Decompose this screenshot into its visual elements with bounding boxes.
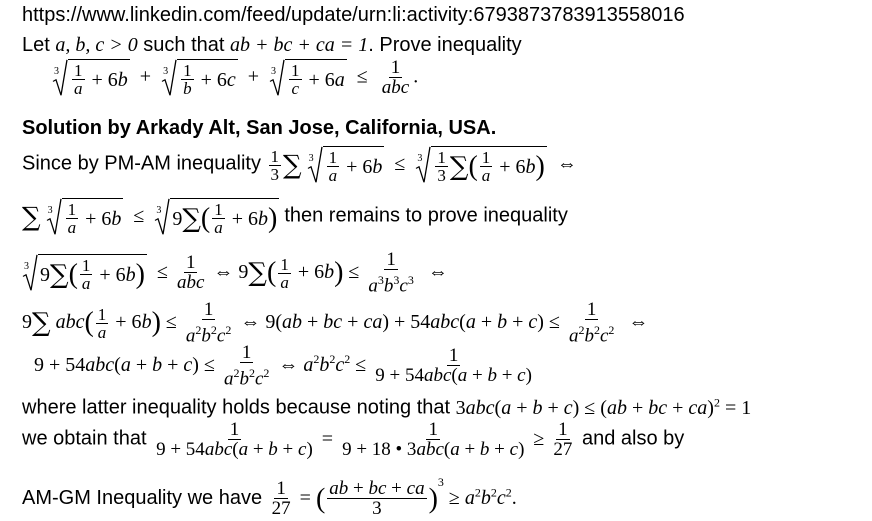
expanded-line: 9∑ abc( $\frac{1}{a}$ + 6b) ≤ $\frac{1}{a^2b^2c^2}$ ⇔ 9(ab + bc + ca) + 54abc(a + b + c) ≤ $\frac{1}{a^2b^2c^2}$ ⇔ [22, 299, 649, 347]
amgm-line: AM-GM Inequality we have $\frac{1}{27}$ = ( $\frac{ab + bc + ca}{3}$ )$^3 \ge a^2b^2c^2$. [22, 475, 517, 520]
solution-prefix: Solution by [22, 117, 136, 139]
sep: , [437, 117, 449, 139]
source-url[interactable]: https://www.linkedin.com/feed/update/urn:li:activity:6793873783913558016 [22, 4, 685, 26]
period: . [490, 117, 497, 139]
problem-condition: a, b, c > 0 [55, 34, 138, 56]
city: San Jose [246, 117, 334, 139]
problem-intro: Let [22, 34, 56, 56]
sep: , [333, 117, 346, 139]
cube-equivalence-line: 3 9 ∑ ( $\frac{1}{a}$ + 6 b ) ≤ $\frac{1}{\text{abc}}$ ⇔ 9∑( $\frac{1}{a}$ + 6b) ≤ $\frac{1}{a^3b^3c^3}$ ⇔ [24, 249, 448, 297]
problem-such-that: such that [137, 34, 231, 56]
main-inequality: 3 $\frac{1}{a}$ + 6 b + 3 $\frac{1}{b}$ + 6 c + 3 $\frac{1}{c}$ + 6 a ≤ $\frac{1}{\text{abc}}$ . [54, 57, 419, 98]
solution-heading [22, 116, 496, 140]
cube-root-3: 3 $\frac{1}{c}$ + 6 a [271, 61, 345, 98]
we-obtain-text: we obtain that [22, 427, 153, 450]
problem-prove: . Prove inequality [368, 34, 522, 56]
sum-roots-line: ∑ 3 $\frac{1}{a}$ + 6 b ≤ 3 9 ∑ ( $\frac{1}{a}$ + 6 b ) then remains to prove inequality [22, 200, 568, 237]
author-name: Arkady Alt [135, 117, 235, 139]
state: California [345, 117, 438, 139]
cube-root-1: 3 $\frac{1}{a}$ + 6 b [54, 61, 128, 98]
and-also-text: and also by [576, 427, 685, 450]
where-line: where latter inequality holds because noting that 3abc(a + b + c) ≤ (ab + bc + ca)$^2$ = 1 [22, 395, 752, 419]
sep: , [235, 117, 247, 139]
problem-constraint: ab + bc + ca = 1 [230, 34, 369, 56]
country: USA [448, 117, 491, 139]
then-remains-text: then remains to prove inequality [284, 204, 568, 227]
cube-root-2: 3 $\frac{1}{b}$ + 6 c [163, 61, 236, 98]
problem-statement [22, 33, 522, 57]
pm-am-line: Since by PM-AM inequality $\frac{1}{3}$ ∑ 3 $\frac{1}{a}$ + 6 b ≤ 3 $\frac{1}{3}$ ∑ ( $\frac{1}{a}$ + 6 b ) ⇔ [22, 146, 577, 185]
since-text: Since by PM-AM inequality [22, 152, 267, 175]
reduced-line: 9 + 54abc(a + b + c) ≤ $\frac{1}{a^2b^2c^2}$ ⇔ $a^2b^2c^2$ ≤ $\frac{1}{\text{9 + 54abc(a + b + c)}}$ [34, 342, 532, 390]
obtain-line: we obtain that $\frac{1}{\text{9 + 54abc(a + b + c)}}$ = $\frac{1}{\text{9 + 18 • 3abc(a + b + c)}}$ ≥ $\frac{1}{27}$ and also by [22, 419, 685, 460]
amgm-text: AM-GM Inequality we have [22, 487, 268, 509]
where-text: where latter inequality holds because noting that [22, 396, 456, 419]
rhs-fraction: $\frac{1}{\text{abc}}$ [381, 57, 410, 98]
